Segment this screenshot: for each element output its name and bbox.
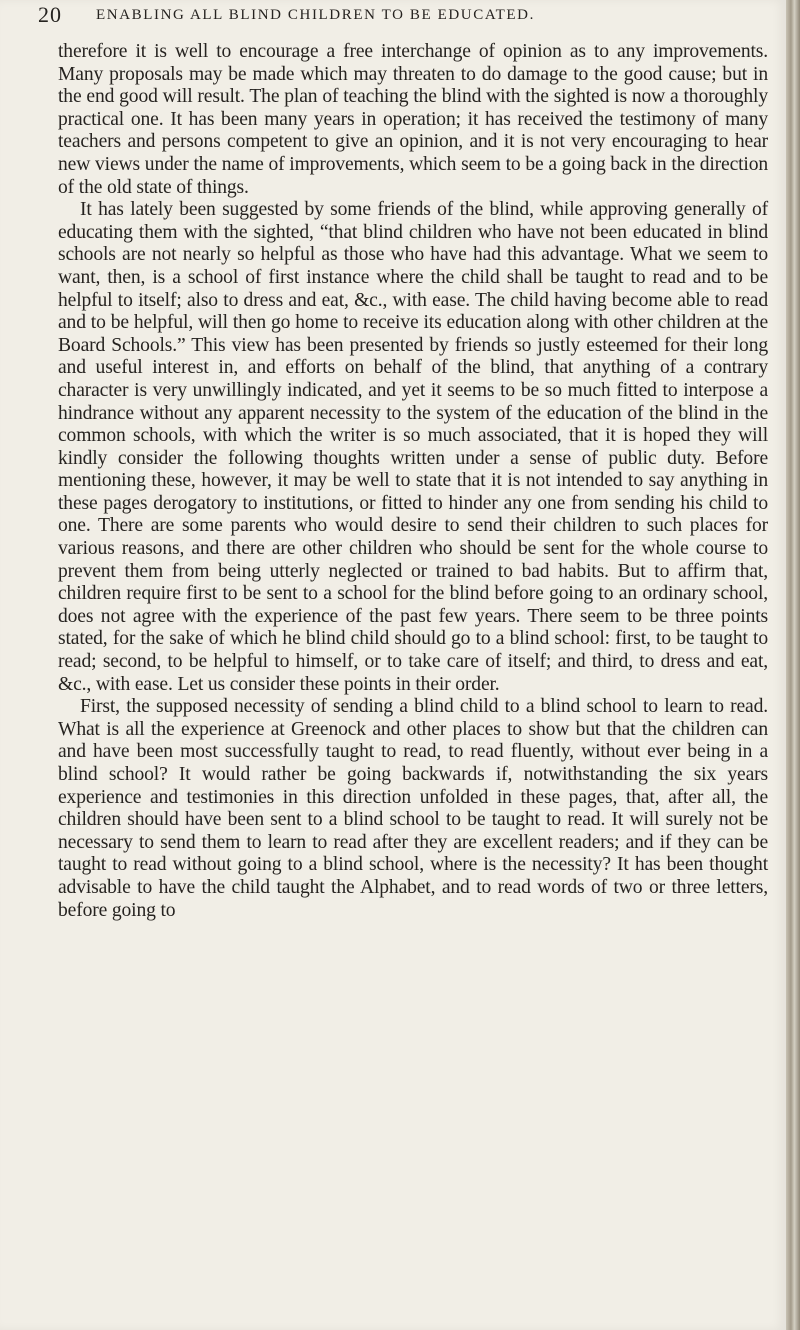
- paragraph-continued: therefore it is well to encourage a free interchange of opinion as to any improvements. Many proposals may be made which may threaten to do damage to the good cause; but in the end good will result. The plan of teaching the blind with the sighted is now a thoroughly practical one. It has been many years in operation; it has received the testimony of many teachers and persons competent to give an opinion, and it is not very encouraging to hear new views under the name of improvements, which seem to be a going back in the direction of the old state of things.: [58, 41, 768, 198]
- running-title: ENABLING ALL BLIND CHILDREN TO BE EDUCATED.: [96, 7, 535, 23]
- running-head: [38, 2, 758, 40]
- body-text: [58, 41, 768, 922]
- paragraph: First, the supposed necessity of sending a blind child to a blind school to learn to read. What is all the experience at Greenock and other places to show but that the children can and have been most successfully taught to read, to read fluently, without ever being in a blind school? It would rather be going backwards if, notwithstanding the six years experience and testimonies in this direction unfolded in these pages, that, after all, the children should have been sent to a blind school to be taught to read. It will surely not be necessary to send them to learn to read after they are excellent readers; and if they can be taught to read without going to a blind school, where is the necessity? It has been thought advisable to have the child taught the Alphabet, and to read words of two or three letters, before going to: [58, 696, 768, 921]
- paragraph: It has lately been suggested by some friends of the blind, while approving generally of educating them with the sighted, “that blind children who have not been educated in blind schools are not nearly so helpful as those who have had this advantage. What we seem to want, then, is a school of first instance where the child shall be taught to read and to be helpful to itself; also to dress and eat, &c., with ease. The child having become able to read and to be helpful, will then go home to receive its education along with other children at the Board Schools.” This view has been presented by friends so justly esteemed for their long and useful interest in, and efforts on behalf of the blind, that anything of a contrary character is very unwillingly indicated, and yet it seems to be so much fitted to interpose a hindrance without any apparent necessity to the system of the education of the blind in the common schools, with which the writer is so much associated, that it is hoped they will kindly consider the following thoughts written under a sense of public duty. Before mentioning these, however, it may be well to state that it is not intended to say anything in these pages derogatory to institutions, or fitted to hinder any one from sending his child to one. There are some parents who would desire to send their children to such places for various reasons, and there are other children who should be sent for the whole course to prevent them from being utterly neglected or trained to bad habits. But to affirm that, children require first to be sent to a school for the blind before going to an ordinary school, does not agree with the experience of the past few years. There seem to be three points stated, for the sake of which he blind child should go to a blind school: first, to be taught to read; second, to be helpful to himself, or to take care of itself; and third, to dress and eat, &c., with ease. Let us consider these points in their order.: [58, 199, 768, 695]
- page-edge: [786, 0, 800, 1330]
- page-number: 20: [38, 2, 62, 27]
